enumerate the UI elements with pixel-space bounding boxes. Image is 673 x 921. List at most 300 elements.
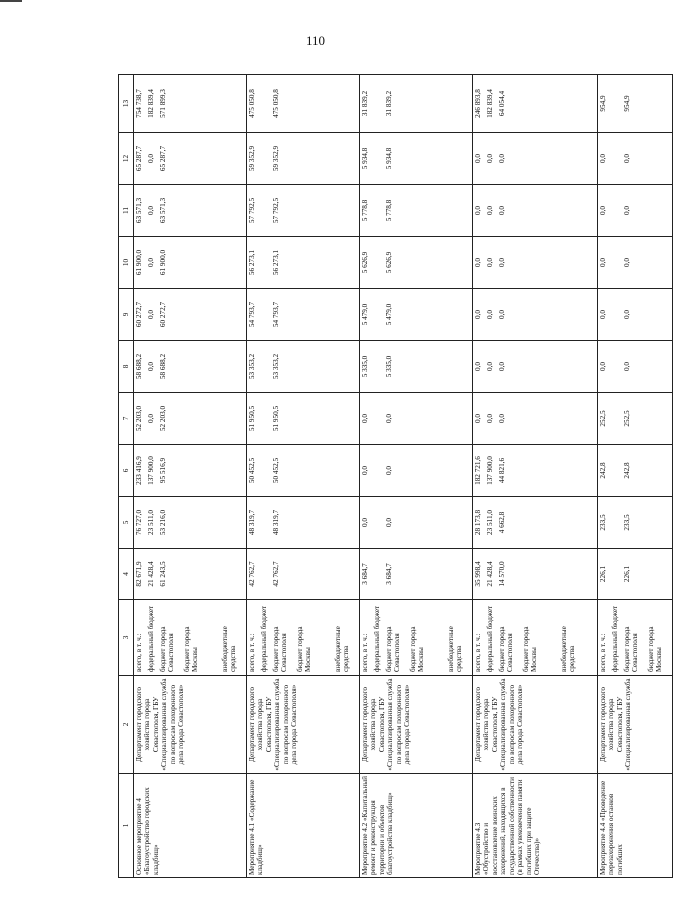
- table-body: [134, 75, 673, 878]
- value-line: [320, 499, 332, 546]
- value-cell: [473, 185, 598, 237]
- value-cell: [134, 393, 247, 445]
- event-cell: Мероприятие 4.1 «Содержание кладбищ»: [247, 774, 360, 878]
- value-line: [647, 291, 671, 338]
- header-cell: 7: [119, 393, 134, 445]
- value-line: 76 727,0: [135, 509, 143, 536]
- value-line: [373, 343, 385, 390]
- value-cell: [247, 445, 360, 497]
- value-line: 3 684,7: [361, 563, 369, 585]
- value-cell: [360, 289, 473, 341]
- value-line: 52 203,0: [159, 405, 167, 432]
- value-line: [183, 187, 207, 234]
- source-label: федеральный бюджет: [147, 605, 155, 672]
- value-line: [183, 291, 207, 338]
- value-line: 61 900,0: [159, 249, 167, 276]
- value-line: [522, 77, 546, 130]
- source-cell: [360, 600, 473, 676]
- value-line: [296, 239, 320, 286]
- value-line: [183, 239, 207, 286]
- event-cell: Мероприятие 4.3 «Обустройство и восстановление воинских захоронений, находящихся в государственной собственности (в рамках увековечения памяти погибших при защите Отечества)»: [473, 774, 598, 878]
- value-line: 5 479,0: [385, 303, 393, 326]
- value-line: 5 335,0: [361, 355, 369, 378]
- value-line: 0,0: [498, 414, 506, 423]
- value-cell: [360, 341, 473, 393]
- value-line: [296, 187, 320, 234]
- value-line: 0,0: [385, 414, 393, 423]
- value-cell: [598, 445, 673, 497]
- value-line: 58 688,2: [135, 353, 143, 380]
- value-cell: [473, 445, 598, 497]
- value-line: [522, 343, 546, 390]
- value-line: [647, 551, 671, 597]
- value-line: 252,5: [599, 410, 607, 427]
- value-cell: [473, 75, 598, 133]
- value-line: [611, 291, 623, 338]
- value-cell: [598, 549, 673, 600]
- value-cell: [598, 133, 673, 185]
- source-label: всего, в т. ч.:: [599, 633, 607, 672]
- value-line: [611, 187, 623, 234]
- value-line: [260, 77, 272, 130]
- value-line: 42 762,7: [272, 561, 280, 587]
- source-label: бюджет города Севастополя: [623, 626, 640, 672]
- header-cell: 2: [119, 676, 134, 774]
- value-line: [433, 551, 445, 597]
- header-cell: 10: [119, 237, 134, 289]
- value-line: 0,0: [623, 154, 631, 163]
- header-cell: 12: [119, 133, 134, 185]
- value-line: 0,0: [474, 310, 482, 319]
- value-line: [522, 551, 546, 597]
- value-line: 754 738,7: [135, 89, 143, 118]
- value-line: 0,0: [599, 258, 607, 267]
- value-line: [320, 551, 332, 597]
- value-line: [260, 343, 272, 390]
- value-cell: [134, 341, 247, 393]
- value-line: [647, 447, 671, 494]
- value-line: 0,0: [486, 154, 494, 163]
- value-line: 0,0: [599, 154, 607, 163]
- value-cell: [360, 75, 473, 133]
- value-cell: [134, 133, 247, 185]
- value-line: [611, 551, 623, 597]
- value-cell: [247, 549, 360, 600]
- value-line: [546, 135, 558, 182]
- value-line: [207, 499, 219, 546]
- budget-table: [118, 74, 673, 878]
- value-line: 95 516,9: [159, 457, 167, 484]
- value-line: [433, 343, 445, 390]
- value-line: 0,0: [623, 258, 631, 267]
- value-cell: [598, 497, 673, 549]
- value-line: [546, 291, 558, 338]
- value-line: [207, 447, 219, 494]
- value-line: 0,0: [385, 518, 393, 527]
- value-line: [373, 239, 385, 286]
- source-label: внебюджетные средства: [560, 626, 577, 672]
- source-label: федеральный бюджет: [260, 605, 268, 672]
- value-line: [611, 499, 623, 546]
- value-line: 5 934,8: [385, 147, 393, 170]
- header-cell: 9: [119, 289, 134, 341]
- value-cell: [360, 393, 473, 445]
- value-line: 252,5: [623, 410, 631, 427]
- value-line: [183, 551, 207, 597]
- value-cell: [473, 549, 598, 600]
- value-line: 0,0: [498, 310, 506, 319]
- value-cell: [598, 237, 673, 289]
- corner-mark: [0, 0, 22, 2]
- value-line: [207, 343, 219, 390]
- value-line: 23 511,0: [147, 510, 155, 535]
- value-line: [296, 499, 320, 546]
- value-line: [409, 77, 433, 130]
- value-line: 21 428,4: [486, 561, 494, 587]
- value-line: [260, 239, 272, 286]
- value-line: [373, 291, 385, 338]
- value-line: [409, 499, 433, 546]
- value-line: [183, 77, 207, 130]
- value-line: [409, 291, 433, 338]
- value-line: 60 272,7: [159, 301, 167, 328]
- source-label: внебюджетные средства: [334, 626, 351, 672]
- value-line: [611, 395, 623, 442]
- value-line: 242,8: [599, 462, 607, 479]
- table-row: [247, 75, 360, 878]
- value-line: [546, 551, 558, 597]
- value-line: 475 050,8: [272, 89, 280, 118]
- value-line: [320, 343, 332, 390]
- value-cell: [598, 341, 673, 393]
- value-line: [611, 77, 623, 130]
- value-line: 954,9: [623, 95, 631, 112]
- value-line: [522, 187, 546, 234]
- value-line: [546, 77, 558, 130]
- value-line: [546, 239, 558, 286]
- value-line: [611, 447, 623, 494]
- source-label: бюджет города Москвы: [522, 626, 539, 672]
- value-line: 182 721,6: [474, 456, 482, 485]
- value-line: 4 662,8: [498, 511, 506, 534]
- value-line: 0,0: [498, 362, 506, 371]
- value-line: 0,0: [361, 466, 369, 475]
- value-line: 226,1: [623, 565, 631, 583]
- value-line: [320, 135, 332, 182]
- value-line: 63 571,3: [159, 197, 167, 224]
- value-cell: [360, 185, 473, 237]
- value-line: 63 571,3: [135, 197, 143, 224]
- value-line: 61 243,5: [159, 561, 167, 587]
- source-label: бюджет города Москвы: [409, 626, 426, 672]
- header-cell: 6: [119, 445, 134, 497]
- value-line: 82 671,9: [135, 561, 143, 587]
- value-line: [433, 395, 445, 442]
- event-cell: Основное мероприятие 4 «Благоустройство городских кладбищ»: [134, 774, 247, 878]
- value-line: [183, 343, 207, 390]
- value-line: 0,0: [623, 206, 631, 215]
- value-line: 0,0: [147, 154, 155, 163]
- value-line: [207, 239, 219, 286]
- value-line: [409, 343, 433, 390]
- executor-cell: Департамент городского хозяйства города Севастополя, ГБУ «Специализированная служба по вопросам похоронного дела города Севастополя»: [473, 676, 598, 774]
- value-line: 0,0: [623, 310, 631, 319]
- value-line: 48 319,7: [272, 509, 280, 536]
- value-line: [611, 239, 623, 286]
- value-line: [373, 447, 385, 494]
- value-line: [296, 551, 320, 597]
- value-line: 242,8: [623, 462, 631, 479]
- value-line: 0,0: [474, 414, 482, 423]
- value-line: [409, 447, 433, 494]
- value-line: [433, 499, 445, 546]
- value-line: [207, 551, 219, 597]
- value-cell: [247, 133, 360, 185]
- value-line: 246 893,8: [474, 89, 482, 118]
- value-cell: [598, 393, 673, 445]
- value-line: [433, 239, 445, 286]
- value-line: 0,0: [486, 362, 494, 371]
- value-line: 52 203,0: [135, 405, 143, 432]
- value-line: [611, 343, 623, 390]
- value-line: 5 335,0: [385, 355, 393, 378]
- value-cell: [598, 289, 673, 341]
- value-line: 233,5: [599, 514, 607, 531]
- value-line: 137 900,0: [486, 456, 494, 485]
- value-cell: [473, 133, 598, 185]
- value-line: [522, 499, 546, 546]
- value-cell: [247, 289, 360, 341]
- value-line: [260, 135, 272, 182]
- value-line: [320, 77, 332, 130]
- value-cell: [134, 445, 247, 497]
- value-line: 59 352,9: [272, 145, 280, 172]
- value-line: [260, 395, 272, 442]
- value-line: [433, 291, 445, 338]
- source-label: федеральный бюджет: [611, 605, 619, 672]
- value-line: 0,0: [486, 258, 494, 267]
- source-cell: [134, 600, 247, 676]
- value-line: 3 684,7: [385, 563, 393, 585]
- value-line: 0,0: [385, 466, 393, 475]
- value-cell: [134, 237, 247, 289]
- value-line: [546, 343, 558, 390]
- value-line: [611, 135, 623, 182]
- value-cell: [360, 133, 473, 185]
- value-cell: [247, 237, 360, 289]
- value-line: [647, 239, 671, 286]
- value-line: 0,0: [486, 414, 494, 423]
- value-line: [647, 499, 671, 546]
- value-line: [546, 187, 558, 234]
- value-line: 0,0: [599, 362, 607, 371]
- value-line: 0,0: [599, 310, 607, 319]
- value-line: [647, 187, 671, 234]
- value-cell: [360, 237, 473, 289]
- value-cell: [134, 549, 247, 600]
- value-line: 0,0: [474, 258, 482, 267]
- header-cell: 5: [119, 497, 134, 549]
- executor-cell: Департамент городского хозяйства города Севастополя, ГБУ «Специализированная служба по вопросам похоронного дела города Севастополя»: [360, 676, 473, 774]
- header-cell: 4: [119, 549, 134, 600]
- value-line: 31 839,2: [385, 90, 393, 117]
- value-line: 42 762,7: [248, 561, 256, 587]
- value-line: 51 950,5: [272, 405, 280, 432]
- value-line: [260, 187, 272, 234]
- value-line: 5 626,9: [385, 251, 393, 274]
- source-label: внебюджетные средства: [447, 626, 464, 672]
- value-line: [207, 135, 219, 182]
- value-line: [433, 187, 445, 234]
- value-line: 64 054,4: [498, 90, 506, 117]
- value-line: [207, 395, 219, 442]
- value-line: 0,0: [599, 206, 607, 215]
- value-cell: [134, 497, 247, 549]
- value-line: [183, 447, 207, 494]
- value-line: 28 173,8: [474, 509, 482, 536]
- value-line: 5 626,9: [361, 251, 369, 274]
- value-line: [522, 135, 546, 182]
- value-line: 137 900,0: [147, 456, 155, 485]
- value-line: [373, 135, 385, 182]
- value-line: 0,0: [474, 154, 482, 163]
- value-line: 0,0: [147, 206, 155, 215]
- value-cell: [247, 185, 360, 237]
- value-line: [320, 239, 332, 286]
- value-line: 0,0: [474, 362, 482, 371]
- rotated-table-container: [118, 75, 664, 878]
- source-label: всего, в т. ч.:: [361, 633, 369, 672]
- value-line: [320, 291, 332, 338]
- table-row: [360, 75, 473, 878]
- value-line: 226,1: [599, 565, 607, 583]
- header-cell: 8: [119, 341, 134, 393]
- source-label: бюджет города Севастополя: [272, 626, 289, 672]
- table-row: [598, 75, 673, 878]
- page-number: 110: [306, 33, 326, 48]
- value-line: 53 216,0: [159, 509, 167, 536]
- value-cell: [134, 75, 247, 133]
- source-label: бюджет города Москвы: [296, 626, 313, 672]
- value-line: 5 934,8: [361, 147, 369, 170]
- executor-cell: Департамент городского хозяйства города Севастополя, ГБУ «Специализированная служба: [598, 676, 673, 774]
- value-cell: [598, 185, 673, 237]
- value-line: 0,0: [486, 310, 494, 319]
- source-label: бюджет города Москвы: [183, 626, 200, 672]
- value-cell: [360, 497, 473, 549]
- value-line: [522, 291, 546, 338]
- value-line: [183, 499, 207, 546]
- event-cell: Мероприятие 4.2 «Капитальный ремонт и реконструкция территории и объектов благоустройства кладбищ»: [360, 774, 473, 878]
- value-line: 51 950,5: [248, 405, 256, 432]
- value-cell: [473, 393, 598, 445]
- source-cell: [473, 600, 598, 676]
- value-line: 233,5: [623, 514, 631, 531]
- value-line: [409, 395, 433, 442]
- value-cell: [247, 75, 360, 133]
- value-line: 56 273,1: [248, 249, 256, 276]
- value-line: 21 428,4: [147, 561, 155, 587]
- value-line: [409, 239, 433, 286]
- value-line: [546, 447, 558, 494]
- value-line: [260, 499, 272, 546]
- value-line: 31 839,2: [361, 90, 369, 117]
- table-row: [473, 75, 598, 878]
- header-cell: 1: [119, 774, 134, 878]
- value-line: [207, 187, 219, 234]
- value-line: 571 899,3: [159, 89, 167, 118]
- value-line: [183, 135, 207, 182]
- value-line: [296, 77, 320, 130]
- source-label: бюджет города Севастополя: [159, 626, 176, 672]
- value-line: 50 452,5: [248, 457, 256, 484]
- value-line: 182 839,4: [486, 89, 494, 118]
- value-cell: [247, 497, 360, 549]
- source-label: федеральный бюджет: [373, 605, 381, 672]
- value-line: 35 998,4: [474, 561, 482, 587]
- value-line: 61 900,0: [135, 249, 143, 276]
- header-cell: 11: [119, 185, 134, 237]
- value-line: [373, 187, 385, 234]
- value-line: 0,0: [147, 362, 155, 371]
- source-label: бюджет города Севастополя: [498, 626, 515, 672]
- value-line: 60 272,7: [135, 301, 143, 328]
- value-line: 0,0: [486, 206, 494, 215]
- header-cell: 3: [119, 600, 134, 676]
- header-row: [119, 75, 134, 878]
- value-line: 14 570,0: [498, 561, 506, 587]
- header-cell: 13: [119, 75, 134, 133]
- value-line: 475 050,8: [248, 89, 256, 118]
- value-cell: [598, 75, 673, 133]
- value-line: [546, 499, 558, 546]
- value-cell: [360, 549, 473, 600]
- value-line: [296, 395, 320, 442]
- value-line: [433, 77, 445, 130]
- value-line: 54 793,7: [272, 301, 280, 328]
- value-line: 5 479,0: [361, 303, 369, 326]
- value-line: 44 821,6: [498, 457, 506, 484]
- source-cell: [247, 600, 360, 676]
- value-line: [296, 447, 320, 494]
- value-line: [647, 135, 671, 182]
- value-line: 0,0: [361, 518, 369, 527]
- value-line: [207, 291, 219, 338]
- value-line: 56 273,1: [272, 249, 280, 276]
- value-line: [320, 187, 332, 234]
- value-line: [522, 395, 546, 442]
- value-line: [183, 395, 207, 442]
- value-line: [320, 395, 332, 442]
- value-line: 57 792,5: [272, 197, 280, 224]
- source-label: всего, в т. ч.:: [135, 633, 143, 672]
- value-line: 53 353,2: [248, 353, 256, 380]
- source-label: бюджет города Москвы: [647, 626, 664, 672]
- value-line: 0,0: [474, 206, 482, 215]
- value-line: [296, 291, 320, 338]
- value-line: 58 688,2: [159, 353, 167, 380]
- value-line: 0,0: [147, 414, 155, 423]
- value-line: 0,0: [498, 206, 506, 215]
- source-label: бюджет города Севастополя: [385, 626, 402, 672]
- value-line: 23 511,0: [486, 510, 494, 535]
- value-line: 0,0: [498, 154, 506, 163]
- value-line: [647, 343, 671, 390]
- value-line: [647, 395, 671, 442]
- source-cell: [598, 600, 673, 676]
- value-line: [207, 77, 219, 130]
- value-line: 0,0: [147, 258, 155, 267]
